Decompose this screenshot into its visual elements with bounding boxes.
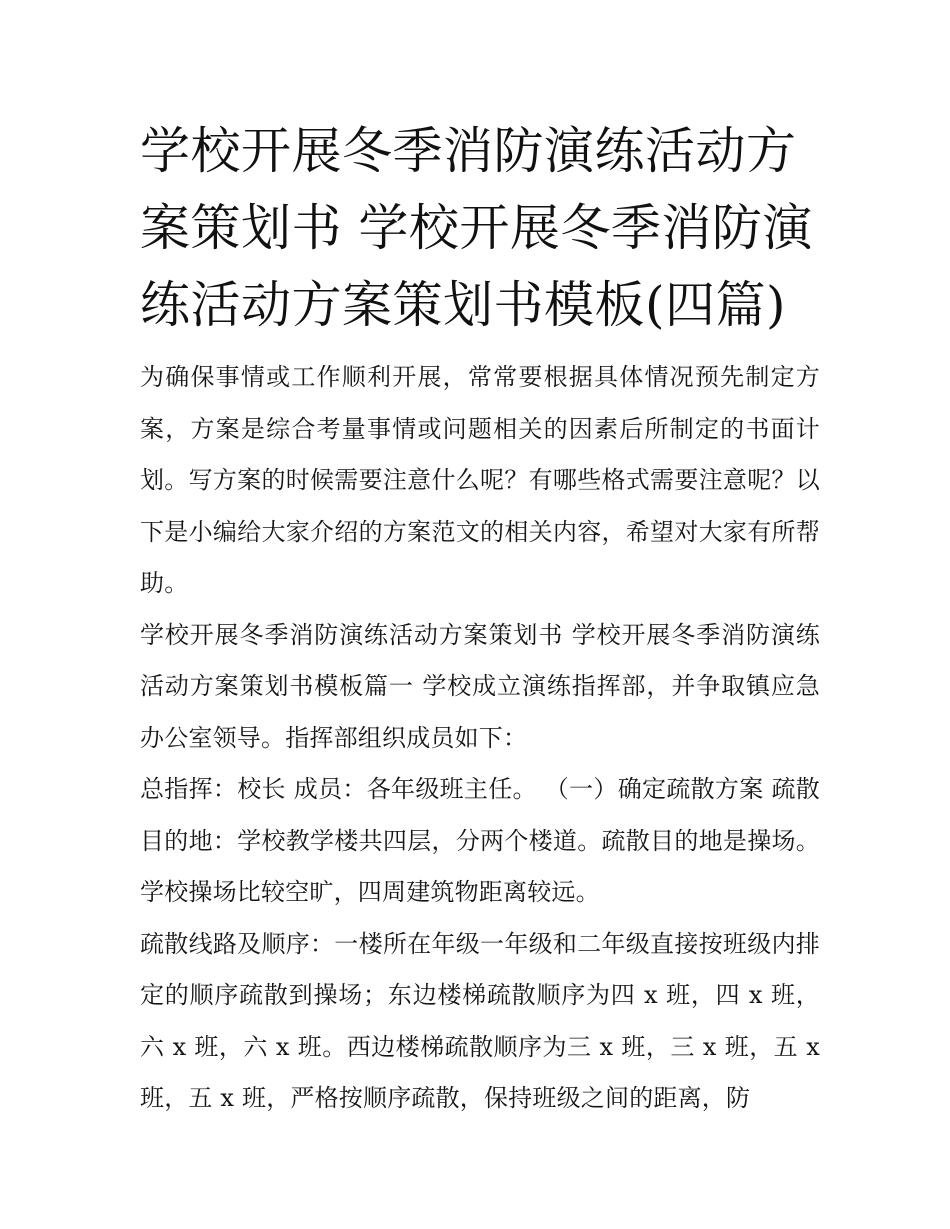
intro-paragraph: 为确保事情或工作顺利开展，常常要根据具体情况预先制定方案，方案是综合考量事情或问题相关的因素后所制定的书面计划。写方案的时候需要注意什么呢？有哪些格式需要注意呢？以下是小编给大家介绍的方案范文的相关内容，希望对大家有所帮助。 — [140, 363, 820, 597]
evacuation-route-paragraph: 疏散线路及顺序：一楼所在年级一年级和二年级直接按班级内排定的顺序疏散到操场；东边楼梯疏散顺序为四 x 班，四 x 班，六 x 班，六 x 班。西边楼梯疏散顺序为三 x 班，三 x 班，五 x 班，五 x 班，严格按顺序疏散，保持班级之间的距离，防 — [140, 929, 820, 1112]
document-body — [140, 352, 820, 1125]
section-heading-paragraph: 学校开展冬季消防演练活动方案策划书 学校开展冬季消防演练活动方案策划书模板篇一 学校成立演练指挥部，并争取镇应急办公室领导。指挥部组织成员如下： — [140, 620, 820, 752]
document-title: 学校开展冬季消防演练活动方案策划书 学校开展冬季消防演练活动方案策划书模板(四篇) — [140, 122, 813, 334]
organization-paragraph: 总指挥：校长 成员：各年级班主任。 （一）确定疏散方案 疏散目的地：学校教学楼共四层，分两个楼道。疏散目的地是操场。学校操场比较空旷，四周建筑物距离较远。 — [140, 775, 820, 906]
